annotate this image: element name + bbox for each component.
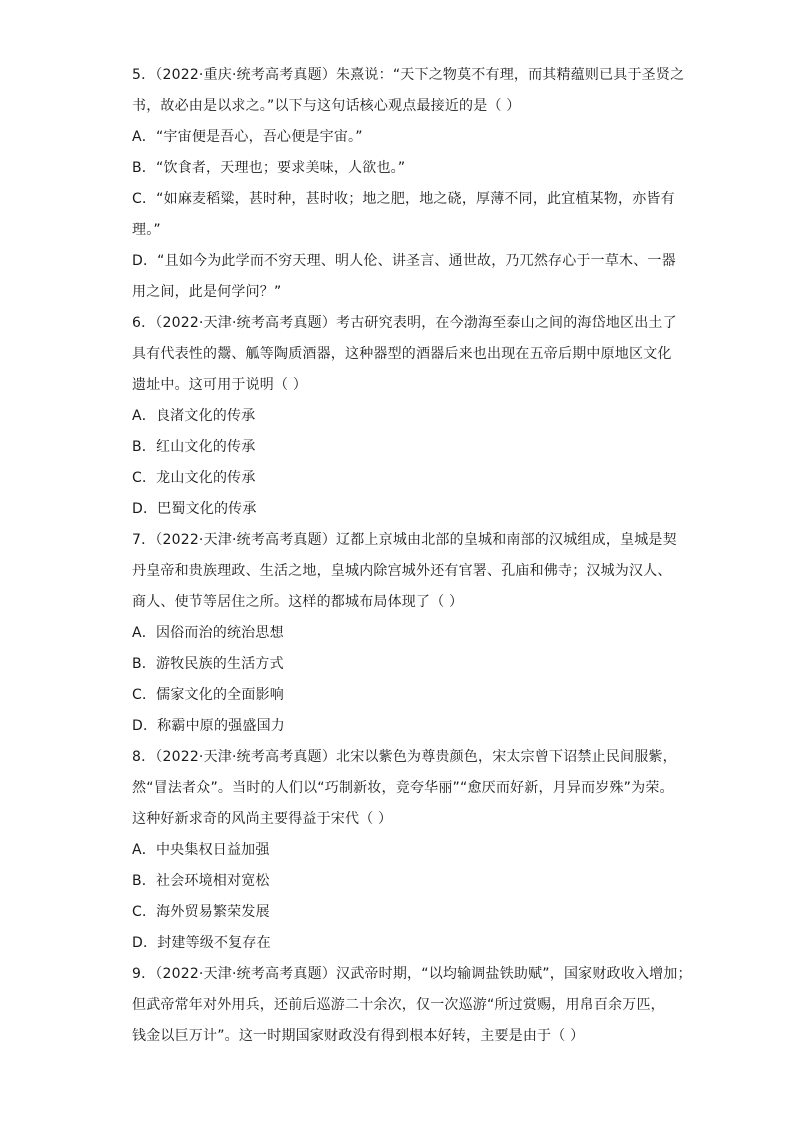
answer-option-A [132,835,672,866]
option-text-line: C．海外贸易繁荣发展 [132,904,270,920]
answer-option-A [132,122,672,153]
option-text-line: A．因俗而治的统治思想 [132,625,284,641]
option-text-line: A．良渚文化的传承 [132,408,256,424]
answer-option-A [132,618,672,649]
option-text-line: C．儒家文化的全面影响 [132,687,284,703]
question-list [132,60,692,1052]
answer-option-B [132,866,672,897]
question-stem-line: 9．（2022·天津·统考高考真题）汉武帝时期，“以均输调盐铁助赋”，国家财政收入增加； [132,966,692,982]
question-9 [132,959,692,1052]
option-text-line: C．龙山文化的传承 [132,470,256,486]
answer-option-C [132,897,672,928]
option-text-line: B．社会环境相对宽松 [132,873,270,889]
answer-option-D [132,711,672,742]
question-stem-line: 钱金以巨万计”。这一时期国家财政没有得到根本好转，主要是由于（ ） [132,1028,585,1044]
question-stem-line: 书，故必由是以求之。”以下与这句话核心观点最接近的是（ ） [132,98,521,114]
answer-option-B [132,432,672,463]
question-stem-line: 8．（2022·天津·统考高考真题）北宋以紫色为尊贵颜色，宋太宗曾下诏禁止民间服紫， [132,749,677,765]
option-text-line: B．游牧民族的生活方式 [132,656,284,672]
question-5 [132,60,685,308]
option-text-line: D．称霸中原的强盛国力 [132,718,285,734]
question-stem-line: 商人、使节等居住之所。这样的都城布局体现了（ ） [132,594,464,610]
question-stem-line: 具有代表性的鬶、觚等陶质酒器，这种器型的酒器后来也出现在五帝后期中原地区文化 [132,346,672,362]
question-stem-line: 但武帝常年对外用兵，还前后巡游二十余次，仅一次巡游“所过赏赐，用帛百余万匹， [132,997,665,1013]
option-text-line: D．巴蜀文化的传承 [132,501,257,517]
question-stem-line: 7．（2022·天津·统考高考真题）辽都上京城由北部的皇城和南部的汉城组成，皇城是契 [132,532,677,548]
answer-option-A [132,401,672,432]
option-text-line: A．“宇宙便是吾心，吾心便是宇宙。” [132,129,363,145]
option-text-line: 理。” [132,222,161,238]
answer-option-D [132,494,672,525]
option-text-line: B．红山文化的传承 [132,439,256,455]
option-text-line: A．中央集权日益加强 [132,842,270,858]
option-text-line: D．封建等级不复存在 [132,935,271,951]
question-stem-line: 丹皇帝和贵族理政、生活之地，皇城内除宫城外还有官署、孔庙和佛寺；汉城为汉人、 [132,563,672,579]
answer-option-C [132,184,675,246]
question-7 [132,525,677,742]
option-text-line: B．“饮食者，天理也；要求美味，人欲也。” [132,160,406,176]
option-text-line: C．“如麻麦稻粱，甚时种，甚时收；地之肥，地之硗，厚薄不同，此宜植某物，亦皆有 [132,191,675,207]
question-6 [132,308,677,525]
answer-option-D [132,928,672,959]
question-8 [132,742,677,959]
question-stem-line: 这种好新求奇的风尚主要得益于宋代（ ） [132,811,393,827]
answer-option-C [132,463,672,494]
answer-option-D [132,246,676,308]
option-text-line: D．“且如今为此学而不穷天理、明人伦、讲圣言、通世故，乃兀然存心于一草木、一器 [132,253,676,269]
option-text-line: 用之间，此是何学问？” [132,284,282,300]
answer-option-B [132,649,672,680]
question-stem-line: 5．（2022·重庆·统考高考真题）朱熹说：“天下之物莫不有理，而其精蕴则已具于圣贤之 [132,67,685,83]
answer-option-C [132,680,672,711]
answer-option-B [132,153,672,184]
question-stem-line: 遗址中。这可用于说明（ ） [132,377,308,393]
question-stem-line: 然“冒法者众”。当时的人们以“巧制新妆，竞夸华丽”“愈厌而好新，月异而岁殊”为荣。 [132,780,674,796]
question-stem-line: 6．（2022·天津·统考高考真题）考古研究表明，在今渤海至泰山之间的海岱地区出土了 [132,315,677,331]
